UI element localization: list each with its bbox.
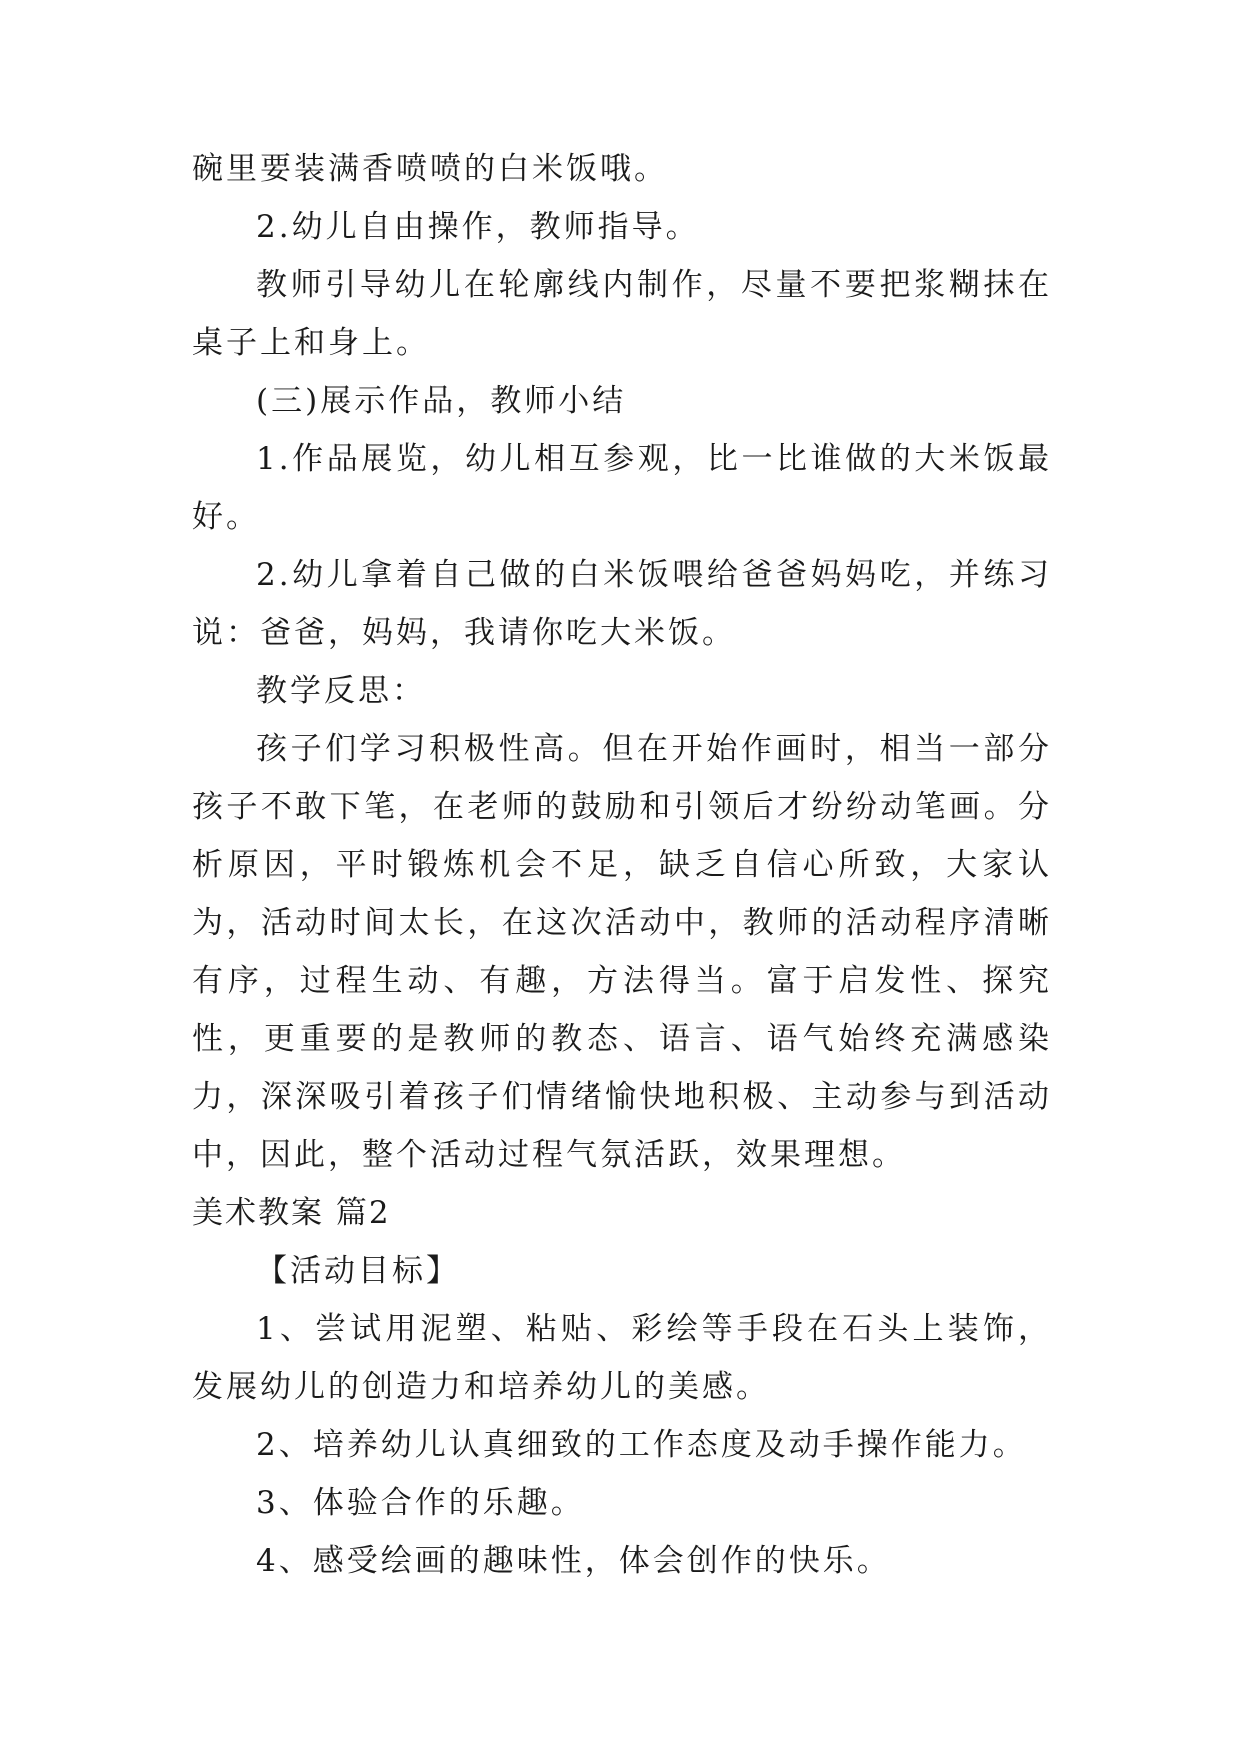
paragraph-reflection-title: 教学反思： [256, 673, 426, 709]
document-body [192, 140, 1052, 1590]
paragraph-section-3: (三)展示作品，教师小结 [256, 383, 627, 419]
paragraph-goal-1: 1、尝试用泥塑、粘贴、彩绘等手段在石头上装饰，发展幼儿的创造力和培养幼儿的美感。 [192, 1311, 1052, 1405]
paragraph-rice-bowl: 碗里要装满香喷喷的白米饭哦。 [192, 151, 668, 187]
paragraph-teacher-guidance: 教师引导幼儿在轮廓线内制作，尽量不要把浆糊抹在桌子上和身上。 [192, 267, 1052, 361]
lesson-heading: 美术教案 篇2 [192, 1195, 391, 1231]
paragraph-free-operation: 2.幼儿自由操作，教师指导。 [256, 209, 700, 245]
paragraph-activity-goals-title: 【活动目标】 [256, 1253, 460, 1289]
paragraph-exhibition: 1.作品展览，幼儿相互参观，比一比谁做的大米饭最好。 [192, 441, 1052, 535]
paragraph-goal-3: 3、体验合作的乐趣。 [256, 1485, 585, 1521]
paragraph-goal-4: 4、感受绘画的趣味性，体会创作的快乐。 [256, 1543, 891, 1579]
paragraph-feed-parents: 2.幼儿拿着自己做的白米饭喂给爸爸妈妈吃，并练习说：爸爸，妈妈，我请你吃大米饭。 [192, 557, 1052, 651]
paragraph-goal-2: 2、培养幼儿认真细致的工作态度及动手操作能力。 [256, 1427, 1027, 1463]
paragraph-reflection-body: 孩子们学习积极性高。但在开始作画时，相当一部分孩子不敢下笔，在老师的鼓励和引领后才纷纷动笔画。分析原因，平时锻炼机会不足，缺乏自信心所致，大家认为，活动时间太长，在这次活动中，教师的活动程序清晰有序，过程生动、有趣，方法得当。富于启发性、探究性，更重要的是教师的教态、语言、语气始终充满感染力，深深吸引着孩子们情绪愉快地积极、主动参与到活动中，因此，整个活动过程气氛活跃，效果理想。 [192, 731, 1052, 1173]
